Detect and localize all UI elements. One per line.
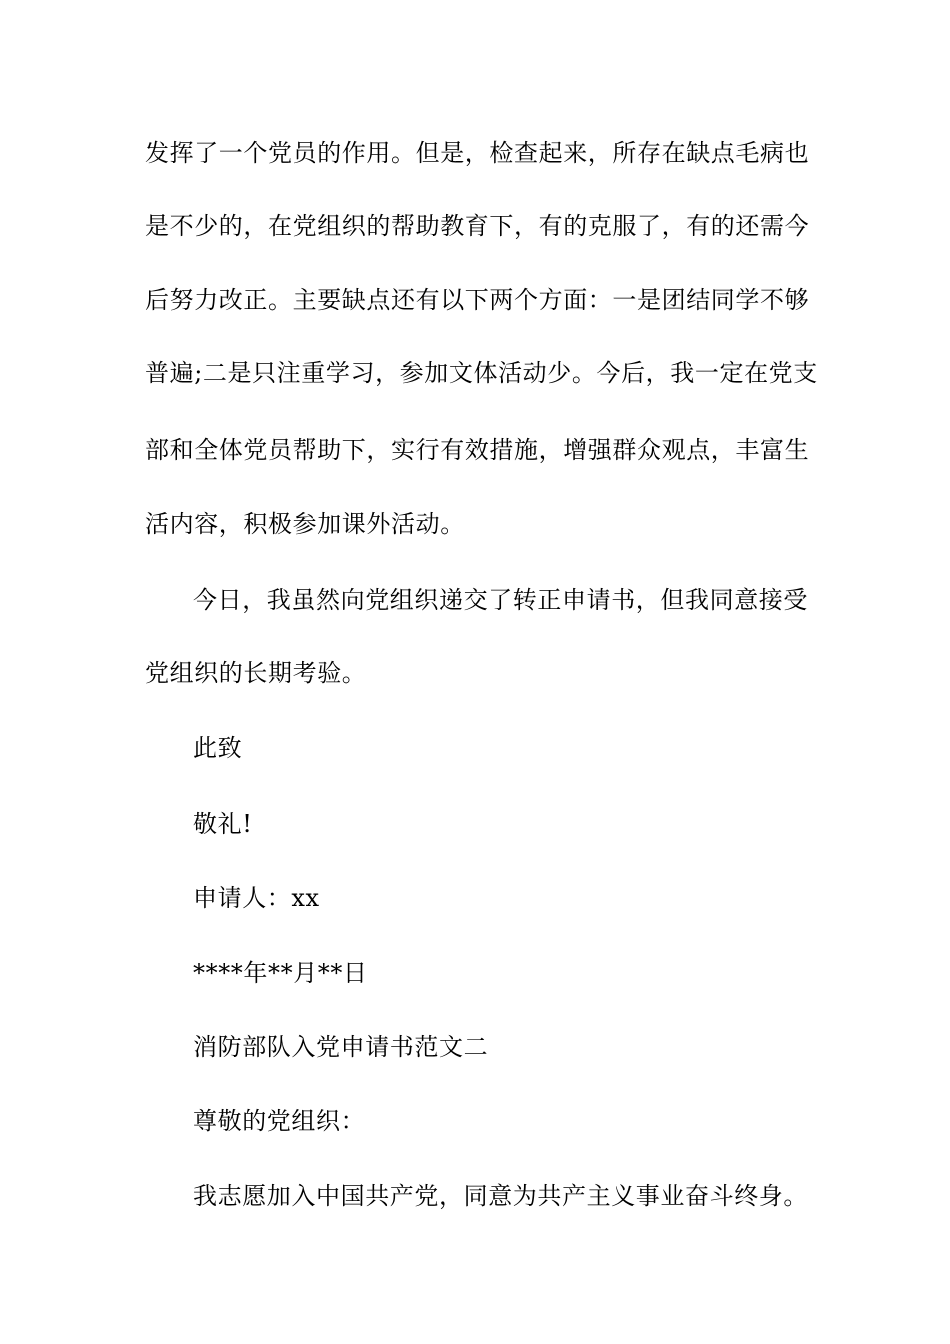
closing-text: 此致 [193, 734, 243, 762]
paragraph-1-line-3: 后努力改正。主要缺点还有以下两个方面：一是团结同学不够 [145, 286, 810, 314]
opening-line: 我志愿加入中国共产党，同意为共产主义事业奋斗终身。 [193, 1182, 808, 1210]
greeting-line: 尊敬的党组织： [193, 1107, 366, 1135]
paragraph-1-line-6: 活内容，积极参加课外活动。 [145, 510, 465, 538]
paragraph-1-line-2: 是不少的，在党组织的帮助教育下，有的克服了，有的还需今 [145, 212, 810, 240]
paragraph-1-line-5: 部和全体党员帮助下，实行有效措施，增强群众观点，丰富生 [145, 436, 810, 464]
applicant-line: 申请人：xx [193, 884, 320, 912]
paragraph-2-line-1: 今日，我虽然向党组织递交了转正申请书，但我同意接受 [193, 586, 808, 614]
section-title: 消防部队入党申请书范文二 [193, 1033, 489, 1061]
paragraph-1-line-4: 普遍;二是只注重学习，参加文体活动少。今后，我一定在党支 [145, 359, 818, 387]
date-line: ****年**月**日 [193, 959, 368, 987]
paragraph-2-line-2: 党组织的长期考验。 [145, 659, 367, 687]
paragraph-1-line-1: 发挥了一个党员的作用。但是，检查起来，所存在缺点毛病也 [145, 139, 810, 167]
salute-text: 敬礼! [193, 810, 253, 838]
